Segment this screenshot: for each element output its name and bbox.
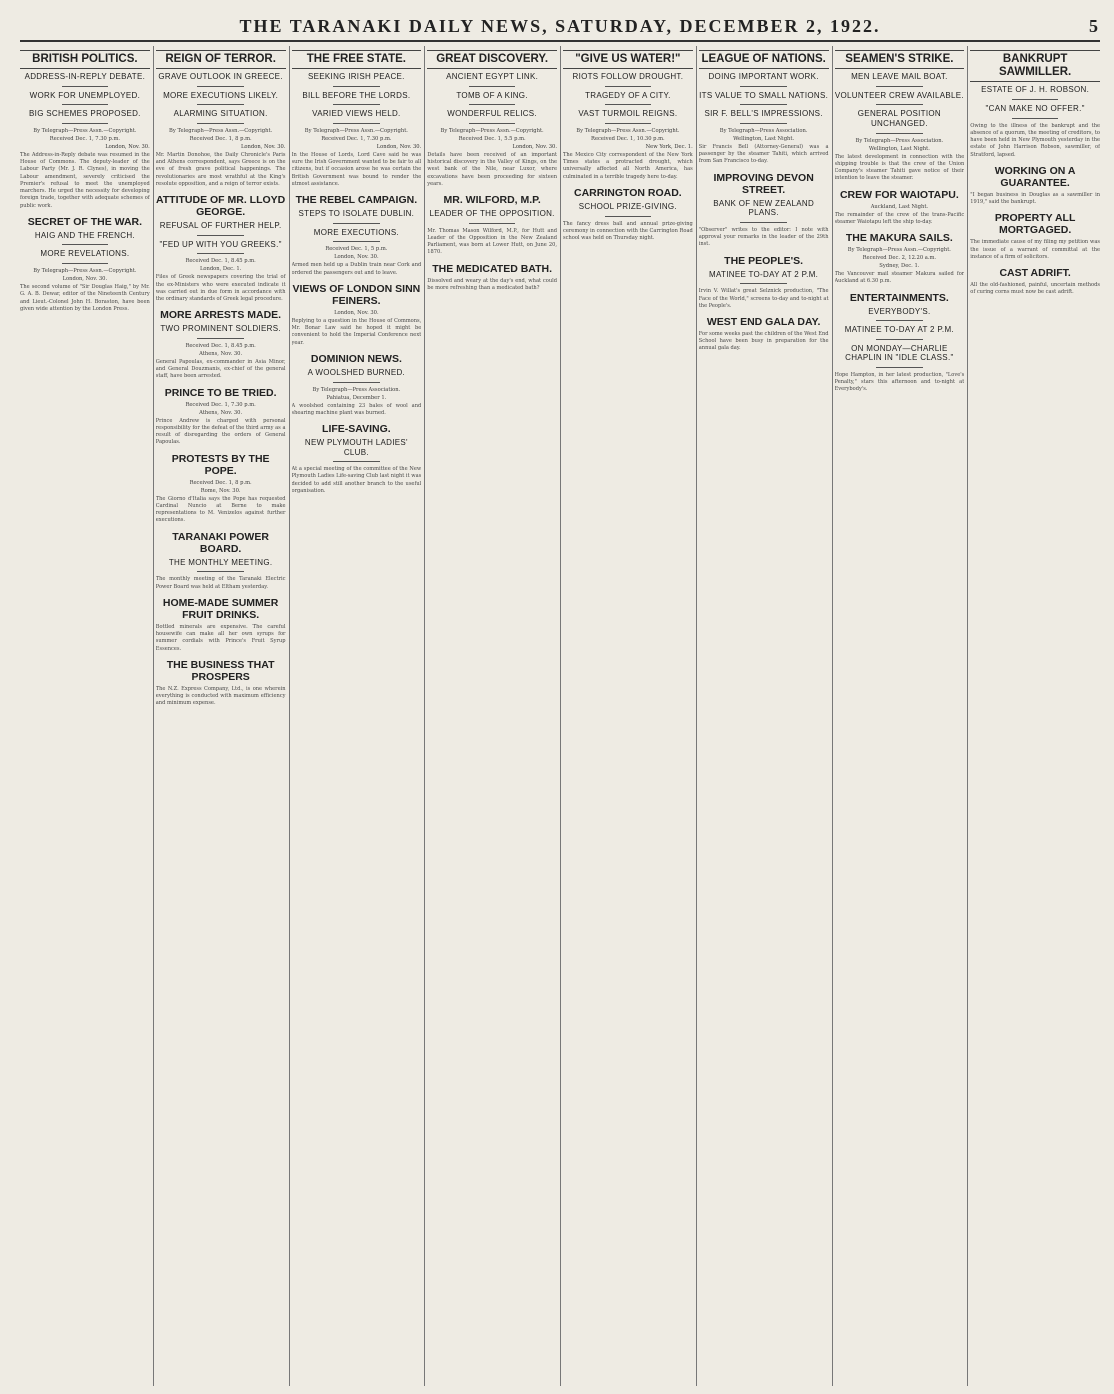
column-7 bbox=[835, 46, 965, 1386]
article-body: The second volume of "Sir Douglas Haig," by Mr. G. A. B. Dewar, editor of the Nineteenth Century and Lieut.-Colonel John H. Boraston, have been given wide attention by the London Press. bbox=[20, 284, 150, 312]
article bbox=[970, 212, 1100, 261]
wire-credit: London, Nov. 30. bbox=[334, 309, 379, 316]
divider bbox=[876, 320, 923, 321]
article-subheading: EVERYBODY'S. bbox=[868, 306, 931, 316]
article-subheading: MATINEE TO-DAY AT 2 P.M. bbox=[844, 325, 954, 335]
article bbox=[699, 50, 829, 166]
wire-credit: By Telegraph—Press Assn.—Copyright. bbox=[304, 128, 408, 134]
article-headline: CARRINGTON ROAD. bbox=[574, 186, 682, 199]
article-subheading: SEEKING IRISH PEACE. bbox=[308, 72, 405, 82]
divider bbox=[605, 216, 652, 217]
article bbox=[292, 353, 422, 417]
article-headline: "GIVE US WATER!" bbox=[563, 50, 693, 69]
article-body: Replying to a question in the House of Commons, Mr. Bonar Law said he hoped it might be convenient to hold the Imperial Conference next year. bbox=[291, 318, 422, 346]
divider bbox=[876, 133, 923, 134]
article-body: A woolshed containing 23 bales of wool and shearing machine plant was burned. bbox=[291, 402, 422, 416]
article-subheading: VARIED VIEWS HELD. bbox=[312, 109, 401, 119]
masthead-title: THE TARANAKI DAILY NEWS, SATURDAY, DECEMBER 2, 1922. bbox=[239, 16, 881, 36]
article-subheading: TOMB OF A KING. bbox=[456, 90, 528, 100]
article-body: The N.Z. Express Company, Ltd., is one wherein everything is conducted with maximum efficiency and minimum expense. bbox=[155, 685, 286, 707]
article-subheading: NEW PLYMOUTH LADIES' CLUB. bbox=[304, 438, 408, 457]
columns-area bbox=[20, 46, 1100, 1386]
article-headline: HOME-MADE SUMMER FRUIT DRINKS. bbox=[162, 596, 279, 621]
wire-credit: By Telegraph—Press Assn.—Copyright. bbox=[33, 128, 137, 134]
article bbox=[292, 423, 422, 495]
article-body: The Vancouver mail steamer Makura sailed for Auckland at 6.30 p.m. bbox=[834, 271, 965, 285]
column-rule bbox=[832, 46, 833, 1386]
article-body: The latest development in connection with the shipping trouble is that the crew of the Union Company's steamer Tahiti gave notice of their intention to leave the steamer. bbox=[834, 153, 965, 182]
article-subheading: TRAGEDY OF A CITY. bbox=[585, 90, 671, 100]
divider bbox=[62, 123, 109, 124]
article-body: Irvin V. Willat's great Selznick production, "The Face of the World," screens to-day and to-night at the People's. bbox=[698, 288, 829, 309]
article-subheading: BANK OF NEW ZEALAND PLANS. bbox=[713, 198, 815, 218]
wire-credit: Received Dec. 1, 7.30 p.m. bbox=[185, 401, 256, 408]
wire-credit: Sydney, Dec. 1. bbox=[879, 263, 920, 270]
divider bbox=[469, 223, 516, 224]
article-subheading: "FED UP WITH YOU GREEKS." bbox=[159, 239, 282, 249]
article bbox=[427, 263, 557, 293]
article-headline: BRITISH POLITICS. bbox=[20, 50, 150, 69]
article-body: Sir Francis Bell (Attorney-General) was a passenger by the steamer Tahiti, which arrived from San Francisco to-day. bbox=[698, 144, 829, 165]
article-headline: THE BUSINESS THAT PROSPERS bbox=[166, 658, 275, 683]
wire-credit: By Telegraph—Press Association. bbox=[855, 137, 944, 144]
article-headline: THE REBEL CAMPAIGN. bbox=[295, 194, 418, 207]
article bbox=[292, 194, 422, 277]
article-headline: PROPERTY ALL MORTGAGED. bbox=[994, 212, 1076, 237]
divider bbox=[62, 104, 109, 105]
article-body: All the old-fashioned, painful, uncertain methods of curing corns must now be cast adrift. bbox=[970, 282, 1100, 296]
dateline: New York, Dec. 1. bbox=[645, 144, 693, 151]
column-5 bbox=[563, 46, 693, 1386]
wire-credit: Athens, Nov. 30. bbox=[199, 351, 243, 358]
article-subheading: TWO PROMINENT SOLDIERS. bbox=[160, 324, 281, 334]
divider bbox=[1012, 99, 1059, 100]
wire-credit: Wellington, Last Night. bbox=[868, 145, 930, 152]
article-subheading: GENERAL POSITION UNCHANGED. bbox=[857, 109, 941, 128]
article-body: The Address-in-Reply debate was resumed in the House of Commons. The deputy-leader of the Labour Party (Mr. J. R. Clynes), in moving the Labour amendment, severely criticised the Premier's refusal to meet the unemployed marchers. He urged the necessity for developing foreign trade, together with adequate schemes of public work. bbox=[20, 152, 150, 209]
article-subheading: GRAVE OUTLOOK IN GREECE. bbox=[158, 72, 283, 82]
article-headline: REIGN OF TERROR. bbox=[156, 50, 286, 69]
article-subheading: REFUSAL OF FURTHER HELP. bbox=[159, 221, 282, 231]
article bbox=[292, 283, 422, 347]
article-subheading: ANCIENT EGYPT LINK. bbox=[446, 72, 539, 82]
article bbox=[835, 232, 965, 286]
article-subheading: ADDRESS-IN-REPLY DEBATE. bbox=[24, 72, 146, 82]
article bbox=[699, 172, 829, 249]
divider bbox=[740, 86, 787, 87]
article-subheading: SIR F. BELL'S IMPRESSIONS. bbox=[704, 109, 823, 119]
column-8 bbox=[970, 46, 1100, 1386]
article-body: Details have been received of an important historical discovery in the Valley of Kings, on the west bank of the Nile, near Luxor, where excavations have been proceeding for sixteen years. bbox=[427, 152, 557, 187]
article-subheading: A WOOLSHED BURNED. bbox=[307, 367, 406, 377]
article bbox=[156, 309, 286, 380]
article bbox=[835, 292, 965, 394]
wire-credit: By Telegraph—Press Assn.—Copyright. bbox=[440, 128, 544, 134]
wire-credit: Wellington, Last Night. bbox=[733, 136, 795, 143]
article-headline: WORKING ON A GUARANTEE. bbox=[994, 164, 1076, 189]
article-headline: GREAT DISCOVERY. bbox=[427, 50, 557, 69]
article-body: The immediate cause of my filing my petition was the issue of a warrant of committal at the instance of a firm of solicitors. bbox=[970, 239, 1100, 260]
divider bbox=[740, 123, 787, 124]
wire-credit: London, Nov. 30. bbox=[334, 254, 379, 261]
divider bbox=[333, 86, 380, 87]
column-rule bbox=[967, 46, 968, 1386]
masthead bbox=[20, 14, 1100, 42]
article bbox=[156, 597, 286, 653]
divider bbox=[62, 244, 109, 245]
article-subheading: STEPS TO ISOLATE DUBLIN. bbox=[298, 209, 415, 219]
article-body: Mr. Martin Donohoe, the Daily Chronicle's Paris and Athens correspondent, says Greece is on the eve of fresh grave political happenings. The revolutionaries are most wrathful at the King's resolute opposition, and a reign of terror exists. bbox=[155, 152, 286, 187]
article-body: Bottled minerals are expensive. The careful housewife can make all her own syrups for summer cordials with Prince's Fruit Syrup Essences. bbox=[155, 623, 286, 652]
column-1 bbox=[20, 46, 150, 1386]
article bbox=[156, 194, 286, 303]
wire-credit: Rome, Nov. 30. bbox=[200, 487, 241, 494]
divider bbox=[62, 86, 109, 87]
divider bbox=[876, 339, 923, 340]
article bbox=[970, 267, 1100, 297]
article-body: "I began business in Douglas as a sawmiller in 1919," said the bankrupt. bbox=[970, 191, 1100, 206]
wire-credit: Received Dec. 1, 5 p.m. bbox=[325, 246, 388, 253]
article bbox=[699, 316, 829, 353]
article-headline: PRINCE TO BE TRIED. bbox=[164, 386, 277, 399]
article-body: Hope Hampton, in her latest production, "Love's Penalty," stars this afternoon and to-night at Everybody's. bbox=[834, 372, 965, 393]
article-headline: BANKRUPT SAWMILLER. bbox=[970, 50, 1100, 82]
article-body: General Papoulas, ex-commander in Asia Minor, and General Douzmanis, ex-chief of the general staff, have been arrested. bbox=[155, 359, 286, 380]
article-subheading: ON MONDAY—CHARLIE CHAPLIN IN "IDLE CLASS." bbox=[845, 343, 954, 363]
column-rule bbox=[289, 46, 290, 1386]
article-subheading: ITS VALUE TO SMALL NATIONS. bbox=[699, 90, 829, 100]
article-headline: THE MEDICATED BATH. bbox=[432, 262, 553, 275]
wire-credit: Received Dec. 1, 8 p.m. bbox=[189, 136, 252, 143]
column-rule bbox=[560, 46, 561, 1386]
article-subheading: BILL BEFORE THE LORDS. bbox=[302, 90, 411, 100]
article-subheading: RIOTS FOLLOW DROUGHT. bbox=[572, 72, 684, 82]
article-body: Prince Andrew is charged with personal responsibility for the defeat of the third army as a result of disregarding the orders of General Papoulas. bbox=[155, 417, 286, 446]
article bbox=[427, 194, 557, 257]
article bbox=[563, 187, 693, 242]
article bbox=[563, 50, 693, 181]
dateline: London, Nov. 30. bbox=[512, 144, 557, 151]
divider bbox=[1012, 118, 1059, 119]
article bbox=[20, 50, 150, 210]
article-headline: CREW FOR WAIOTAPU. bbox=[839, 188, 959, 201]
divider bbox=[333, 241, 380, 242]
article bbox=[156, 659, 286, 708]
wire-credit: Received Dec. 2, 12.20 a.m. bbox=[862, 255, 937, 262]
article-headline: TARANAKI POWER BOARD. bbox=[172, 530, 269, 555]
article-subheading: MATINEE TO-DAY AT 2 P.M. bbox=[709, 269, 819, 279]
article bbox=[970, 165, 1100, 207]
article bbox=[427, 50, 557, 188]
wire-credit: London, Nov. 30. bbox=[62, 276, 108, 283]
divider bbox=[740, 104, 787, 105]
article bbox=[156, 531, 286, 591]
article-subheading: DOING IMPORTANT WORK. bbox=[708, 72, 819, 82]
divider bbox=[197, 235, 244, 236]
article-subheading: THE MONTHLY MEETING. bbox=[168, 557, 273, 567]
article-headline: WEST END GALA DAY. bbox=[706, 315, 821, 328]
article-body: In the House of Lords, Lord Cave said he was sure the Irish Government wanted to be fair to all citizens, but if occasion arose he was certain the British Government was bound to render the utmost assistance. bbox=[291, 152, 422, 187]
article-headline: SECRET OF THE WAR. bbox=[27, 215, 143, 228]
article-subheading: SCHOOL PRIZE-GIVING. bbox=[578, 201, 677, 211]
divider bbox=[605, 86, 652, 87]
divider bbox=[333, 223, 380, 224]
article-headline: LEAGUE OF NATIONS. bbox=[699, 50, 829, 69]
article bbox=[970, 50, 1100, 159]
article-body: At a special meeting of the committee of the New Plymouth Ladies Life-saving Club last night it was decided to add still another branch to the useful organisation. bbox=[291, 466, 422, 494]
article-headline: PROTESTS BY THE POPE. bbox=[171, 452, 270, 477]
article-body: "Observer" writes to the editor: I note with approval your remarks in the leader of the 29th inst. bbox=[698, 227, 829, 248]
wire-credit: Auckland, Last Night. bbox=[870, 203, 929, 210]
article-subheading: MORE EXECUTIONS. bbox=[313, 227, 399, 237]
divider bbox=[876, 86, 923, 87]
article-body: For some weeks past the children of the West End School have been busy in preparation for the annual gala day. bbox=[698, 331, 829, 352]
divider bbox=[469, 104, 516, 105]
article-body: The Mexico City correspondent of the New York Times states a protracted drought, which universally affected all North America, has culminated in a terrible tragedy here to-day. bbox=[563, 152, 693, 180]
article-subheading: "CAN MAKE NO OFFER." bbox=[985, 104, 1085, 114]
article-headline: LIFE-SAVING. bbox=[322, 423, 391, 435]
article-subheading: VAST TURMOIL REIGNS. bbox=[578, 109, 678, 119]
article-subheading: MORE EXECUTIONS LIKELY. bbox=[163, 90, 279, 100]
article-headline: MR. WILFORD, M.P. bbox=[443, 194, 541, 207]
divider bbox=[469, 86, 516, 87]
wire-credit: Received Dec. 1, 8.45 p.m. bbox=[185, 343, 256, 350]
column-4 bbox=[427, 46, 557, 1386]
column-3 bbox=[292, 46, 422, 1386]
article bbox=[835, 189, 965, 227]
article-headline: THE MAKURA SAILS. bbox=[845, 232, 953, 245]
wire-credit: Received Dec. 1, 7.30 p.m. bbox=[49, 136, 121, 143]
article-headline: THE FREE STATE. bbox=[292, 50, 422, 69]
article-subheading: ESTATE OF J. H. ROBSON. bbox=[981, 85, 1090, 95]
wire-credit: Received Dec. 1, 8 p.m. bbox=[189, 479, 252, 486]
wire-credit: By Telegraph—Press Assn.—Copyright. bbox=[33, 268, 137, 275]
article bbox=[835, 50, 965, 183]
article-headline: THE PEOPLE'S. bbox=[724, 254, 804, 267]
wire-credit: Received Dec. 1, 7.30 p.m. bbox=[321, 136, 392, 143]
divider bbox=[197, 253, 244, 254]
article-headline: VIEWS OF LONDON SINN FEINERS. bbox=[292, 282, 421, 307]
article bbox=[292, 50, 422, 188]
column-2 bbox=[156, 46, 286, 1386]
article-subheading: WONDERFUL RELICS. bbox=[447, 109, 537, 119]
dateline: London, Nov. 30. bbox=[105, 144, 150, 151]
dateline: London, Nov. 30. bbox=[376, 144, 422, 151]
article-body: The monthly meeting of the Taranaki Electric Power Board was held at Eltham yesterday. bbox=[155, 576, 286, 590]
divider bbox=[740, 222, 787, 223]
divider bbox=[62, 263, 109, 264]
article-body: Dissolved and weary at the day's end, what could be more refreshing than a medicated bath? bbox=[427, 277, 557, 291]
article-body: The fancy dress ball and annual prize-giving ceremony in connection with the Carrington Road school was held on Thursday night. bbox=[563, 220, 693, 242]
dateline: London, Nov. 30. bbox=[240, 144, 286, 151]
divider bbox=[333, 461, 380, 462]
divider bbox=[605, 104, 652, 105]
divider bbox=[333, 104, 380, 105]
wire-credit: Received Dec. 1, 5.5 p.m. bbox=[458, 136, 526, 143]
wire-credit: By Telegraph—Press Association. bbox=[719, 128, 808, 134]
article-body: Armed men held up a Dublin train near Cork and ordered the passengers out and to leave. bbox=[291, 262, 422, 276]
article-subheading: MEN LEAVE MAIL BOAT. bbox=[851, 72, 948, 82]
article-body: Files of Greek newspapers covering the trial of the ex-Ministers who were executed indicate it was carried out in due form in accordance with the ordinary standards of Greek legal procedure. bbox=[155, 274, 286, 303]
article bbox=[20, 216, 150, 313]
article-headline: IMPROVING DEVON STREET. bbox=[713, 171, 814, 196]
column-rule bbox=[153, 46, 154, 1386]
wire-credit: Received Dec. 1, 8.45 p.m. bbox=[185, 258, 256, 265]
article-body: The Giorno d'Italia says the Pope has requested Cardinal Nuncio at Berne to make representations to M. Venizelos against further executions. bbox=[155, 495, 286, 524]
article-subheading: VOLUNTEER CREW AVAILABLE. bbox=[834, 90, 964, 100]
wire-credit: Pahiatua, December 1. bbox=[326, 394, 387, 401]
article-headline: SEAMEN'S STRIKE. bbox=[835, 50, 965, 69]
article-subheading: HAIG AND THE FRENCH. bbox=[34, 230, 135, 240]
divider bbox=[333, 123, 380, 124]
divider bbox=[469, 123, 516, 124]
article bbox=[156, 387, 286, 447]
article-headline: ATTITUDE OF MR. LLOYD GEORGE. bbox=[155, 194, 286, 219]
article-body: Owing to the illness of the bankrupt and the absence of a quorum, the meeting of creditors, to have been held in New Plymouth yesterday in the estate of John Harrison Robson, sawmiller, of Stratford, lapsed. bbox=[970, 122, 1100, 158]
article-body: The remainder of the crew of the trans-Pacific steamer Waiotapu left the ship to-day. bbox=[834, 211, 965, 225]
divider bbox=[876, 367, 923, 368]
article bbox=[699, 255, 829, 310]
article-subheading: MORE REVELATIONS. bbox=[40, 249, 130, 259]
article-subheading: WORK FOR UNEMPLOYED. bbox=[29, 90, 141, 100]
article-body: Mr. Thomas Mason Wilford, M.P., for Hutt and Leader of the Opposition in the New Zealand Parliament, was born at Lower Hutt, on June 20, 1870. bbox=[427, 227, 557, 256]
divider bbox=[197, 123, 244, 124]
article bbox=[156, 453, 286, 525]
divider bbox=[876, 104, 923, 105]
article-subheading: LEADER OF THE OPPOSITION. bbox=[429, 209, 555, 219]
divider bbox=[605, 123, 652, 124]
divider bbox=[740, 283, 787, 284]
article-headline: MORE ARRESTS MADE. bbox=[160, 309, 282, 322]
column-rule bbox=[424, 46, 425, 1386]
divider bbox=[197, 104, 244, 105]
column-6 bbox=[699, 46, 829, 1386]
wire-credit: London, Dec. 1. bbox=[199, 266, 242, 273]
wire-credit: Athens, Nov. 30. bbox=[199, 409, 243, 416]
divider bbox=[197, 338, 244, 339]
wire-credit: By Telegraph—Press Assn.—Copyright. bbox=[576, 128, 680, 134]
column-rule bbox=[696, 46, 697, 1386]
article-headline: CAST ADRIFT. bbox=[999, 267, 1071, 280]
wire-credit: By Telegraph—Press Assn.—Copyright. bbox=[847, 247, 951, 254]
article-headline: DOMINION NEWS. bbox=[310, 352, 402, 365]
article-headline: ENTERTAINMENTS. bbox=[849, 291, 949, 304]
wire-credit: By Telegraph—Press Association. bbox=[312, 386, 401, 393]
article-subheading: ALARMING SITUATION. bbox=[173, 109, 268, 119]
divider bbox=[333, 382, 380, 383]
page-number: 5 bbox=[1089, 16, 1098, 36]
wire-credit: By Telegraph—Press Assn.—Copyright. bbox=[169, 128, 273, 134]
divider bbox=[197, 571, 244, 572]
article bbox=[156, 50, 286, 188]
wire-credit: Received Dec. 1, 10.30 p.m. bbox=[591, 136, 665, 143]
divider bbox=[197, 86, 244, 87]
article-subheading: BIG SCHEMES PROPOSED. bbox=[29, 109, 141, 119]
